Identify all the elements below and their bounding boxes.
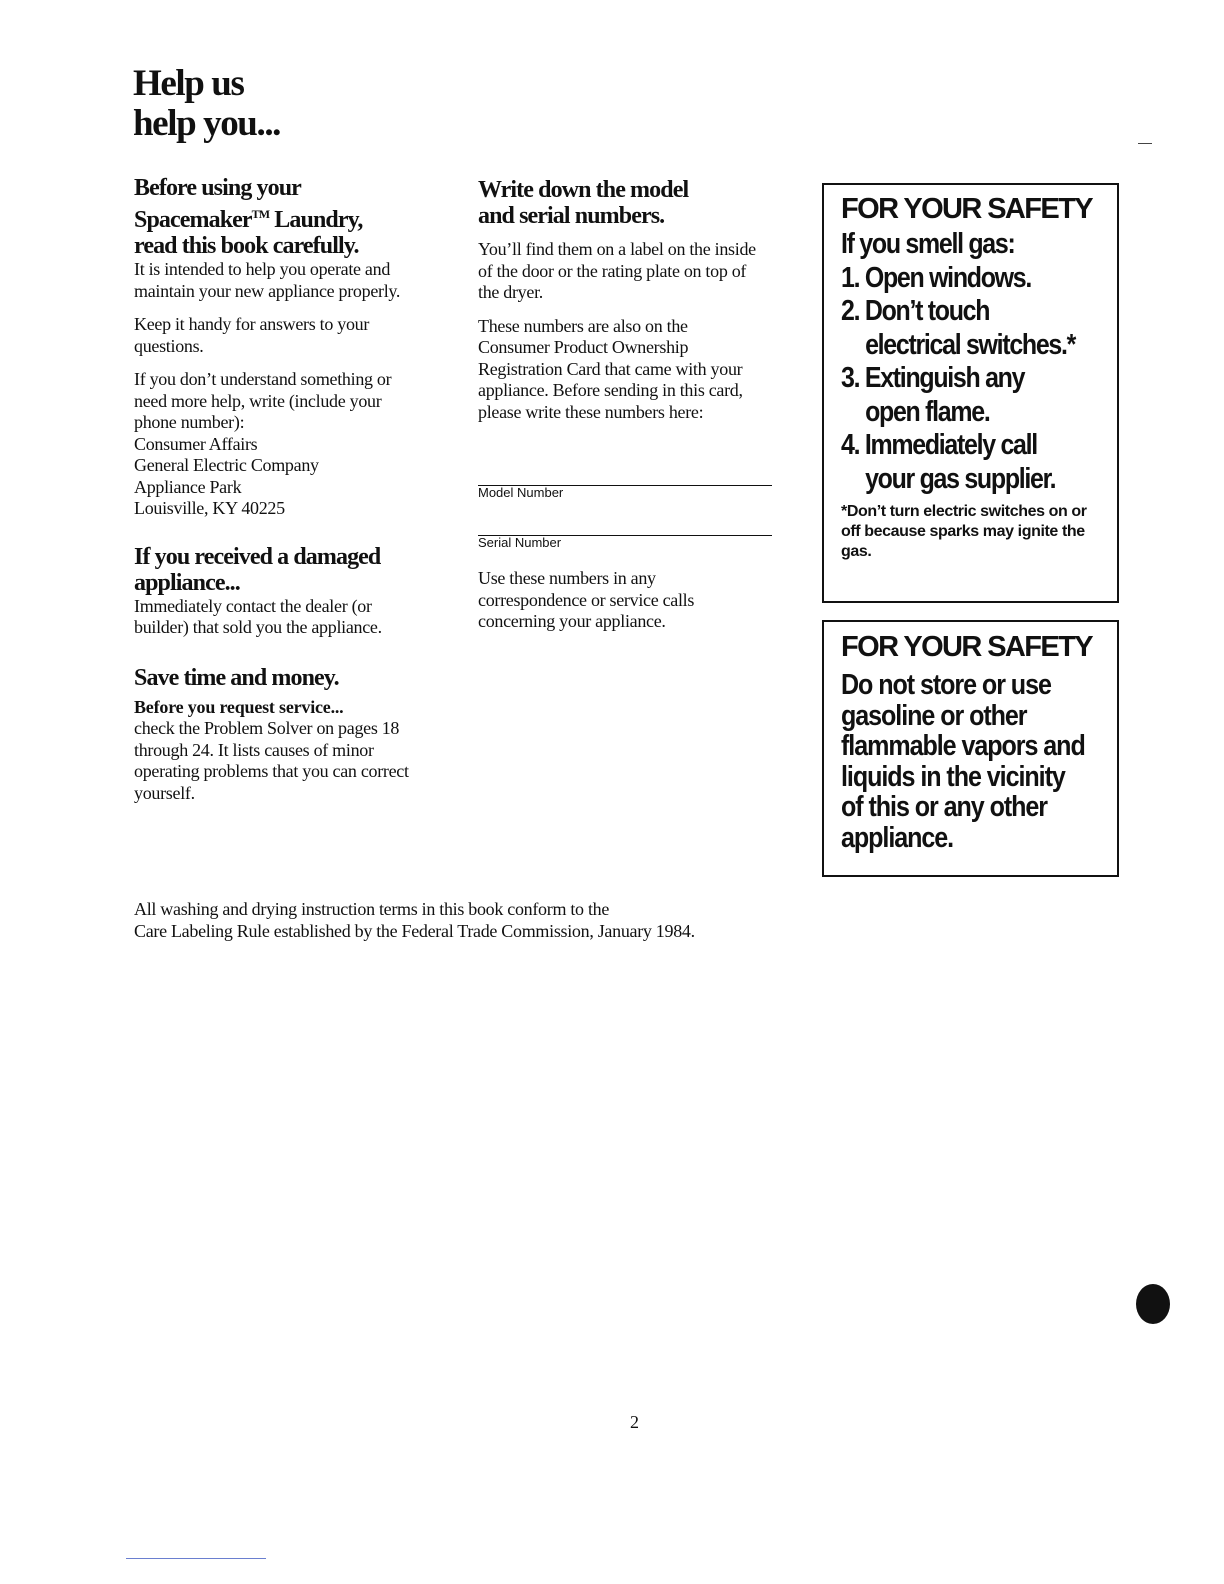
safety-box-gas xyxy=(822,183,1119,603)
care-labeling-note xyxy=(134,898,695,942)
safety-heading: FOR YOUR SAFETY xyxy=(841,631,1092,663)
warning-line: flammable vapors and xyxy=(841,730,1085,763)
address-line: Louisville, KY 40225 xyxy=(134,498,285,518)
instruction-line: 2. Don’t touch xyxy=(841,295,990,327)
model-number-label: Model Number xyxy=(478,485,564,500)
paragraph: You’ll find them on a label on the inside of the door or the rating plate on top of the dryer. xyxy=(478,239,756,302)
address-line: Consumer Affairs xyxy=(134,433,258,454)
section-before-using xyxy=(134,175,434,520)
instruction-line: If you smell gas: xyxy=(841,228,1015,260)
margin-mark xyxy=(1138,143,1152,144)
heading-line: Spacemaker xyxy=(134,207,252,233)
flammables-warning xyxy=(841,670,1117,854)
instruction-line xyxy=(841,329,1078,363)
instruction-line-text: open flame. xyxy=(865,395,990,428)
column-middle xyxy=(478,177,778,423)
instruction-line: 3. Extinguish any xyxy=(841,362,1025,394)
instruction-line-text: electrical switches.* xyxy=(865,328,1076,361)
safety-footnote: *Don’t turn electric switches on or off because sparks may ignite the gas. xyxy=(841,503,1087,560)
column-left xyxy=(134,175,434,804)
safety-heading: FOR YOUR SAFETY xyxy=(841,193,1092,225)
warning-line: of this or any other xyxy=(841,791,1048,824)
address-line: Appliance Park xyxy=(134,476,242,497)
warning-line: liquids in the vicinity xyxy=(841,760,1065,793)
instruction-line xyxy=(841,396,1078,430)
instruction-line: 1. Open windows. xyxy=(841,261,1031,294)
registration-dot xyxy=(1136,1284,1170,1324)
serial-number-label: Serial Number xyxy=(478,535,562,550)
note-line: Care Labeling Rule established by the Federal Trade Commission, January 1984. xyxy=(134,921,695,941)
subheading: Before you request service... xyxy=(134,696,344,717)
instruction-line-text: your gas supplier. xyxy=(865,462,1056,495)
page-number: 2 xyxy=(630,1412,639,1432)
paragraph: Keep it handy for answers to your questions. xyxy=(134,314,370,356)
warning-line: appliance. xyxy=(841,821,954,854)
heading-line: Before using your xyxy=(134,175,301,201)
paragraph: check the Problem Solver on pages 18 through 24. It lists causes of minor operating problems that you can correct yourself. xyxy=(134,718,409,803)
safety-box-flammables xyxy=(822,620,1119,877)
heading-line: Laundry, xyxy=(269,207,363,233)
paragraph: Use these numbers in any correspondence or service calls concerning your appliance. xyxy=(478,568,695,631)
scan-line xyxy=(126,1558,266,1559)
paragraph: These numbers are also on the Consumer Product Ownership Registration Card that came with your appliance. Before sending in this card, please write these numbers here: xyxy=(478,315,743,422)
instruction-line: 4. Immediately call xyxy=(841,429,1037,461)
heading-line: Write down the model xyxy=(478,177,689,203)
paragraph: Immediately contact the dealer (or builder) that sold you the appliance. xyxy=(134,595,382,637)
warning-line: Do not store or use xyxy=(841,669,1051,701)
section-heading: Save time and money. xyxy=(134,664,339,691)
paragraph: If you don’t understand something or need more help, write (include your phone number): xyxy=(134,369,392,432)
address-line: General Electric Company xyxy=(134,455,319,475)
heading-line: If you received a damaged xyxy=(134,543,381,570)
section-damaged-appliance xyxy=(134,544,434,639)
heading-line: read this book carefully. xyxy=(134,233,359,259)
section-heading xyxy=(134,544,434,596)
note-line: All washing and drying instruction terms in this book conform to the xyxy=(134,899,610,919)
trademark-mark: TM xyxy=(251,207,270,221)
section-heading xyxy=(478,177,778,229)
section-save-time xyxy=(134,665,434,805)
instruction-line xyxy=(841,463,1078,497)
page-title-line-1: Help us xyxy=(133,63,244,104)
gas-instructions xyxy=(841,228,1117,496)
mailing-address xyxy=(134,434,434,520)
page-title xyxy=(133,64,280,144)
heading-line: and serial numbers. xyxy=(478,203,665,229)
warning-line: gasoline or other xyxy=(841,699,1027,732)
paragraph: It is intended to help you operate and maintain your new appliance properly. xyxy=(134,259,401,301)
heading-line: appliance... xyxy=(134,569,240,596)
page-title-line-2: help you... xyxy=(133,103,281,144)
section-heading xyxy=(134,175,434,259)
